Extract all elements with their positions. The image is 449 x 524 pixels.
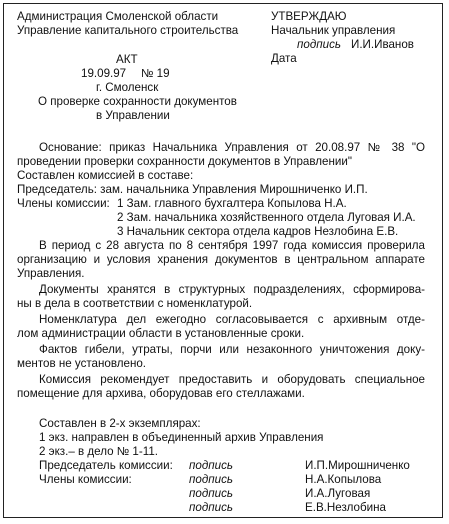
paragraph-1-line2: организацию и условия хранения документов в центральном аппарате <box>17 253 425 266</box>
commission-member-3: 3 Начальник сектора отдела кадров Незлобина Е.В. <box>117 225 399 238</box>
commission-member-1: 1 Зам. главного бухгалтера Копылова Н.А. <box>117 197 347 210</box>
signoff-member-3-signature: подпись <box>189 501 233 514</box>
signoff-chair-name: И.П.Мирошниченко <box>305 459 410 472</box>
paragraph-1-line3: Управления. <box>17 267 85 280</box>
paragraph-5-line2: помещение для архива, оборудовав его стеллажами. <box>17 387 305 400</box>
paragraph-5-line1: Комиссия рекомендует предоставить и оборудовать специальное <box>39 373 425 386</box>
act-title: АКТ <box>116 53 138 66</box>
approver-name: И.И.Иванов <box>351 38 414 51</box>
copy-2: 2 экз.– в дело № 1-11. <box>39 445 158 458</box>
signoff-member-1-name: Н.А.Копылова <box>305 473 382 486</box>
paragraph-3-line2: лом администрации области в установленные сроки. <box>17 327 305 340</box>
paragraph-2-line1: Документы хранятся в структурных подразделениях, сформирова- <box>39 283 425 296</box>
signoff-members-label: Члены комиссии: <box>39 473 132 486</box>
signoff-member-2-name: И.А.Луговая <box>305 487 371 500</box>
paragraph-4-line2: ментов не установлено. <box>17 357 147 370</box>
department-name: Управление капитального строительства <box>17 24 239 37</box>
basis-line2: проведении проверки сохранности документов в Управлении" <box>17 155 352 168</box>
signoff-member-1-signature: подпись <box>189 473 233 486</box>
signoff-member-3-name: Е.В.Незлобина <box>305 501 386 514</box>
commission-member-2: 2 Зам. начальника хозяйственного отдела Луговая И.А. <box>117 211 416 224</box>
commission-members-label: Члены комиссии: <box>17 197 110 210</box>
copy-1: 1 экз. направлен в объединенный архив Управления <box>39 431 324 444</box>
act-subject-line2: в Управлении <box>96 109 170 122</box>
approval-date-label: Дата <box>271 52 297 65</box>
paragraph-2-line2: ны в дела в соответствии с номенклатурой. <box>17 297 253 310</box>
act-subject-line1: О проверке сохранности документов <box>38 95 237 108</box>
act-city: г. Смоленск <box>96 81 159 94</box>
approver-signature: подпись <box>297 38 341 51</box>
act-number: № 19 <box>141 67 170 80</box>
signoff-chair-signature: подпись <box>189 459 233 472</box>
paragraph-1-line1: В период с 28 августа по 8 сентября 1997 года комиссия проверила <box>39 239 425 252</box>
organization-name: Администрация Смоленской области <box>17 10 219 23</box>
paragraph-4-line1: Фактов гибели, утраты, порчи или незаконного уничтожения доку- <box>39 343 425 356</box>
approver-position: Начальник управления <box>271 24 396 37</box>
paragraph-3-line1: Номенклатура дел ежегодно согласовывается с архивным отде- <box>39 313 425 326</box>
approval-title: УТВЕРЖДАЮ <box>271 10 347 23</box>
basis-line1: Основание: приказ Начальника Управления от 20.08.97 № 38 "О <box>39 141 425 154</box>
copies-heading: Составлен в 2-х экземплярах: <box>39 417 201 430</box>
act-date: 19.09.97 <box>81 67 127 80</box>
signoff-chair-label: Председатель комиссии: <box>39 459 173 472</box>
commission-chair: Председатель: зам. начальника Управления Мирошниченко И.П. <box>17 183 368 196</box>
signoff-member-2-signature: подпись <box>189 487 233 500</box>
commission-composed: Составлен комиссией в составе: <box>17 169 194 182</box>
